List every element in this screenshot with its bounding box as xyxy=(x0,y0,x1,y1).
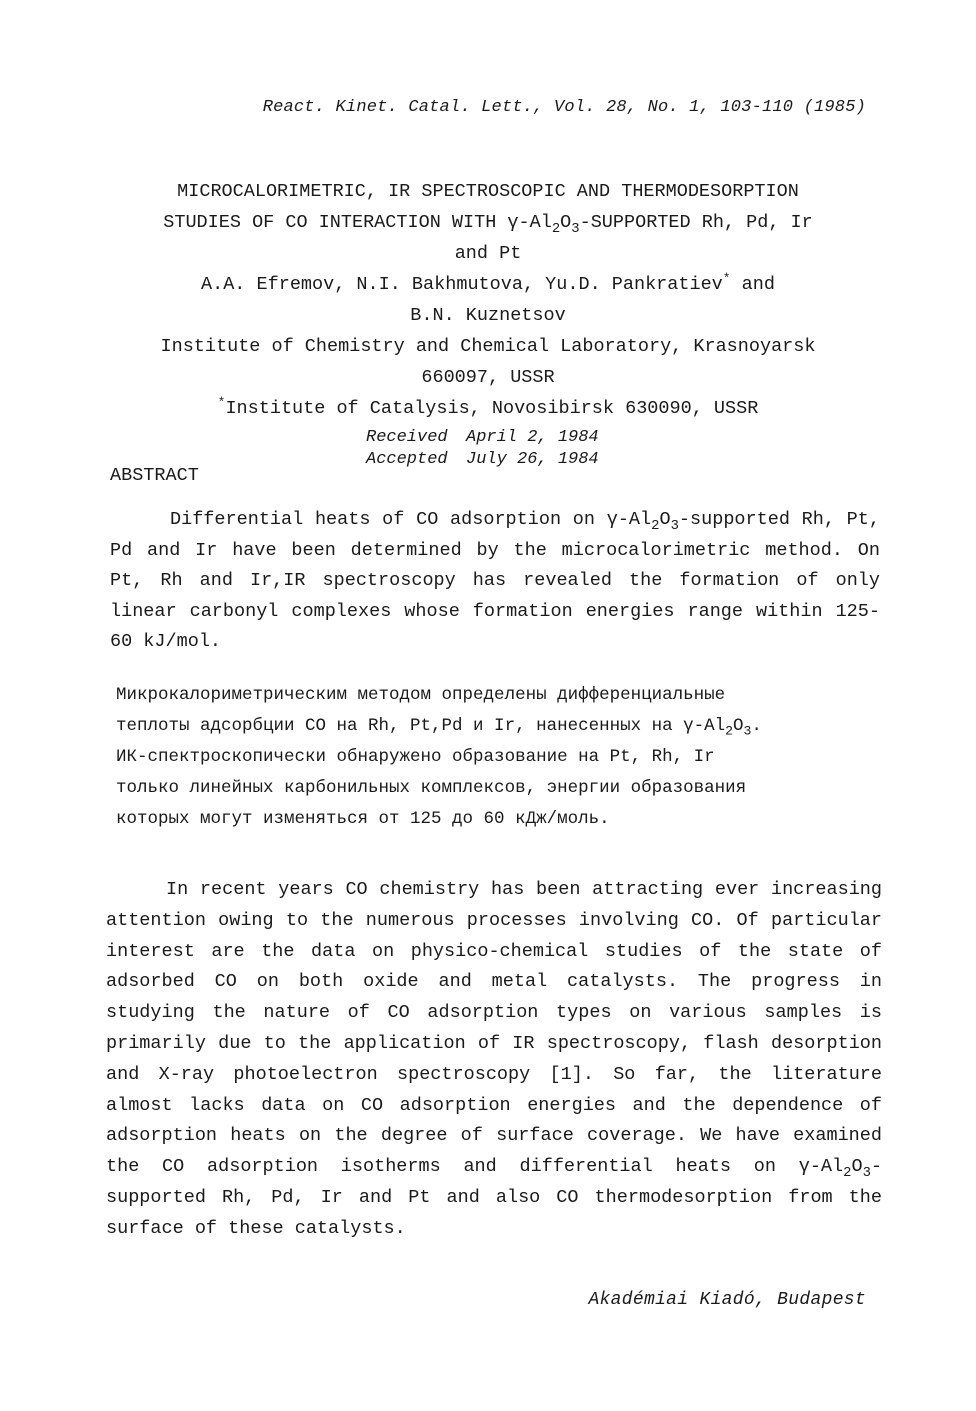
subscript: 3 xyxy=(571,220,580,237)
accepted-label: Accepted xyxy=(366,450,448,469)
affiliation-line: Institute of Catalysis, Novosibirsk 630090, USSR xyxy=(225,398,759,419)
authors-text: and xyxy=(730,274,775,295)
abstract-ru-line: Микрокалориметрическим методом определены дифференциальные xyxy=(116,685,726,705)
accepted-date: July 26, 1984 xyxy=(466,450,599,469)
subscript: 2 xyxy=(551,220,561,237)
authors-line-2: B.N. Kuznetsov xyxy=(410,305,566,326)
title-text: -SUPPORTED Rh, Pd, Ir xyxy=(579,212,813,233)
body-text: -supported Rh, Pd, Ir and Pt and also CO thermodesorption from the surface of these catalysts. xyxy=(106,1156,882,1239)
subscript: 3 xyxy=(862,1165,871,1182)
body-text: In recent years CO chemistry has been attracting ever increasing attention owing to the numerous processes involving CO. Of particular interest are the data on physico-chemical studies of the state of adsorbed CO on both oxide and metal catalysts. The progress in studying the nature of CO adsorption types on various samples is primarily due to the application of IR spectroscopy, flash desorption and X-ray photoelectron spectroscopy [1]. So far, the literature almost lacks data on CO adsorption energies and the dependence of adsorption heats on the degree of surface coverage. We have examined the CO adsorption isotherms and differential heats on γ-Al xyxy=(106,879,882,1178)
title-text: O xyxy=(560,212,572,233)
title-line-2 xyxy=(100,207,876,238)
abstract-text: . xyxy=(751,716,762,736)
subscript: 3 xyxy=(670,517,679,534)
abstract-text: -supported Rh, Pt, Pd and Ir have been determined by the microcalorimetric method. On Pt, Rh and Ir,IR spectroscopy has revealed the formation of only linear carbonyl complexes whose formation energies range within 125-60 kJ/mol. xyxy=(110,509,880,653)
title-line-1: MICROCALORIMETRIC, IR SPECTROSCOPIC AND THERMODESORPTION xyxy=(177,181,799,202)
abstract-text: O xyxy=(732,716,744,736)
authors-text: A.A. Efremov, N.I. Bakhmutova, Yu.D. Pankratiev xyxy=(201,274,723,295)
author-list xyxy=(100,269,876,331)
title-line-3: and Pt xyxy=(454,243,522,264)
affiliation-2 xyxy=(100,393,876,424)
abstract-ru-line: только линейных карбонильных комплексов, энергии образования xyxy=(116,778,747,798)
subscript: 3 xyxy=(743,723,752,739)
abstract-text: Differential heats of CO adsorption on γ-Al xyxy=(170,509,652,530)
authors-line-1 xyxy=(100,269,876,300)
abstract-heading: ABSTRACT xyxy=(110,465,199,486)
body-paragraph xyxy=(106,875,882,1245)
affiliation-line: Institute of Chemistry and Chemical Laboratory, Krasnoyarsk xyxy=(160,336,816,357)
body-text: O xyxy=(851,1156,863,1178)
abstract-ru-line: которых могут изменяться от 125 до 60 кДж/моль. xyxy=(116,809,610,829)
publisher-footer: Akadémiai Kiadó, Budapest xyxy=(588,1290,866,1310)
received-date: April 2, 1984 xyxy=(466,428,599,447)
abstract-ru-line xyxy=(116,711,876,742)
paper-title xyxy=(100,176,876,269)
received-label: Received xyxy=(366,428,448,447)
subscript: 2 xyxy=(651,517,660,534)
abstract-russian xyxy=(116,680,876,835)
title-text: STUDIES OF CO INTERACTION WITH γ-Al xyxy=(163,212,552,233)
abstract-ru-line: ИК-спектроскопически обнаружено образование на Pt, Rh, Ir xyxy=(116,747,715,767)
abstract-text: теплоты адсорбции СО на Rh, Pt,Pd и Ir, нанесенных на γ-Al xyxy=(116,716,726,736)
affiliation-line: 660097, USSR xyxy=(421,367,555,388)
received-row xyxy=(366,427,599,449)
affiliation-mark: * xyxy=(217,394,226,410)
abstract-english xyxy=(110,505,880,658)
subscript: 2 xyxy=(725,723,733,739)
journal-citation: React. Kinet. Catal. Lett., Vol. 28, No. 1, 103-110 (1985) xyxy=(262,98,866,117)
affiliation-1 xyxy=(100,331,876,393)
accepted-row xyxy=(366,449,599,471)
submission-dates xyxy=(366,427,599,471)
affiliation-mark: * xyxy=(722,270,731,286)
subscript: 2 xyxy=(843,1165,852,1182)
abstract-text: O xyxy=(659,509,671,530)
